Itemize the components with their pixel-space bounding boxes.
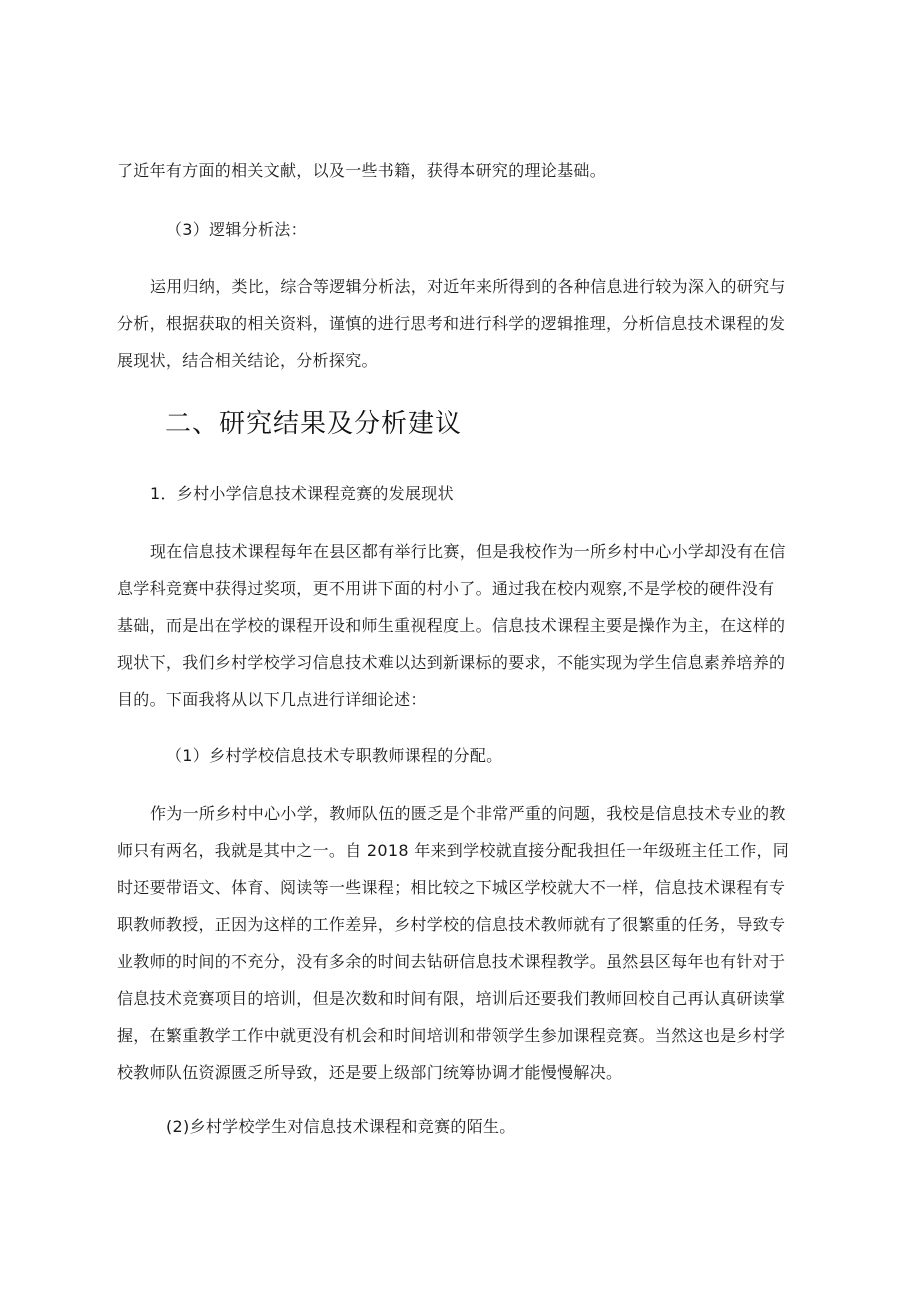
point-title: （1）乡村学校信息技术专职教师课程的分配。 [166, 746, 503, 765]
paragraph-line: 基础，而是出在学校的课程开设和师生重视程度上。信息技术课程主要是操作为主，在这样的 [117, 616, 786, 635]
paragraph-line: 校教师队伍资源匮乏所导致，还是要上级部门统筹协调才能慢慢解决。 [117, 1063, 623, 1082]
paragraph-line: 运用归纳，类比，综合等逻辑分析法，对近年来所得到的各种信息进行较为深入的研究与 [150, 277, 786, 296]
paragraph-line: 职教师教授，正因为这样的工作差异，乡村学校的信息技术教师就有了很繁重的任务，导致专 [117, 915, 786, 934]
subsection-title: 1．乡村小学信息技术课程竞赛的发展现状 [150, 484, 454, 503]
paragraph-line: 分析，根据获取的相关资料，谨慎的进行思考和进行科学的逻辑推理，分析信息技术课程的发 [117, 314, 786, 333]
paragraph-line: 业教师的时间的不充分，没有多余的时间去钻研信息技术课程教学。虽然县区每年也有针对于 [117, 952, 786, 971]
paragraph-line: 目的。下面我将从以下几点进行详细论述： [117, 690, 427, 709]
paragraph-line: 现状下，我们乡村学校学习信息技术难以达到新课标的要求，不能实现为学生信息素养培养的 [117, 653, 786, 672]
section-heading: 二、研究结果及分析建议 [165, 409, 463, 439]
paragraph-line: 作为一所乡村中心小学，教师队伍的匮乏是个非常严重的问题，我校是信息技术专业的教 [150, 804, 786, 823]
method-title: （3）逻辑分析法： [166, 220, 307, 239]
paragraph-line: 了近年有方面的相关文献，以及一些书籍，获得本研究的理论基础。 [117, 161, 607, 180]
point-title: (2)乡村学校学生对信息技术课程和竞赛的陌生。 [166, 1117, 516, 1136]
paragraph-line: 时还要带语文、体育、阅读等一些课程；相比较之下城区学校就大不一样，信息技术课程有专 [117, 878, 786, 897]
paragraph-line: 信息技术竞赛项目的培训，但是次数和时间有限，培训后还要我们教师回校自己再认真研读掌 [117, 989, 786, 1008]
paragraph-line: 现在信息技术课程每年在县区都有举行比赛，但是我校作为一所乡村中心小学却没有在信 [150, 542, 786, 561]
paragraph-line: 师只有两名，我就是其中之一。自 2018 年来到学校就直接分配我担任一年级班主任工作，同 [117, 841, 790, 860]
paragraph-line: 展现状，结合相关结论，分析探究。 [117, 351, 378, 370]
paragraph-line: 息学科竞赛中获得过奖项，更不用讲下面的村小了。通过我在校内观察,不是学校的硬件没有 [117, 579, 775, 598]
paragraph-line: 握，在繁重教学工作中就更没有机会和时间培训和带领学生参加课程竞赛。当然这也是乡村学 [117, 1026, 786, 1045]
